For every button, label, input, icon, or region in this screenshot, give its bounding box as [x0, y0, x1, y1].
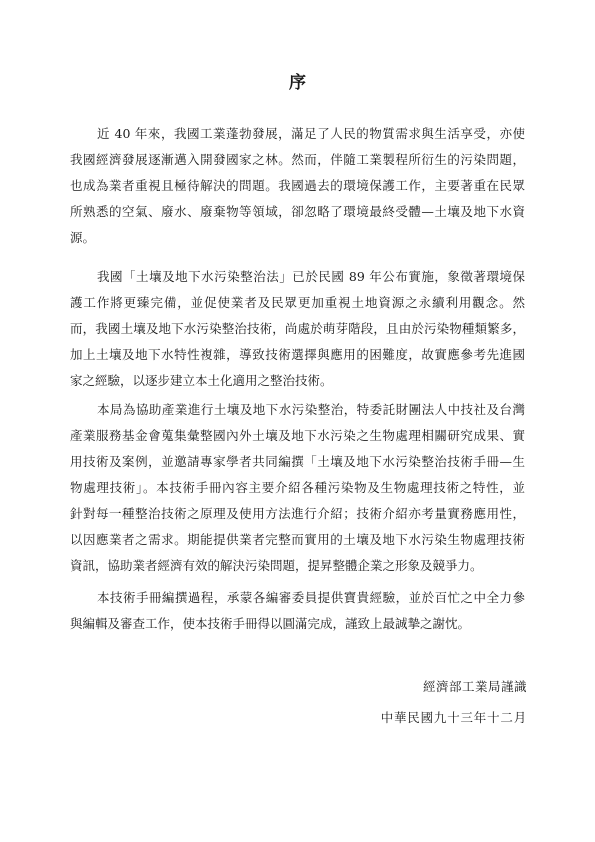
paragraph-line: 產業服務基金會蒐集彙整國內外土壤及地下水污染之生物處理相關研究成果、實 [70, 428, 525, 443]
paragraph-line: 家之經驗，以逐步建立本土化適用之整治技術。 [70, 373, 333, 388]
paragraph-line: 也成為業者重視且極待解決的問題。我國過去的環境保護工作，主要著重在民眾 [70, 178, 525, 193]
paragraph-line: 與編輯及審查工作，使本技術手冊得以圓滿完成，謹致上最誠摯之謝忱。 [70, 616, 471, 631]
paragraph-line: 所熟悉的空氣、廢水、廢棄物等領域，卻忽略了環境最終受體—土壤及地下水資 [70, 204, 525, 219]
signature-organization: 經濟部工業局謹識 [422, 679, 527, 694]
paragraph-line: 源。 [70, 230, 96, 245]
paragraph-4 [70, 585, 525, 637]
paragraph-line: 我國經濟發展逐漸邁入開發國家之林。然而，伴隨工業製程所衍生的污染問題， [70, 152, 525, 167]
paragraph-line: 我國「土壤及地下水污染整治法」已於民國 89 年公布實施，象徵著環境保 [97, 269, 525, 284]
paragraph-2 [70, 264, 525, 394]
page-title: 序 [289, 73, 306, 93]
paragraph-line: 近 40 年來，我國工業蓬勃發展，滿足了人民的物質需求與生活享受，亦使 [97, 126, 525, 141]
paragraph-3 [70, 397, 525, 579]
paragraph-line: 護工作將更臻完備，並促使業者及民眾更加重視土地資源之永續利用觀念。然 [70, 295, 525, 310]
paragraph-1 [70, 121, 525, 251]
paragraph-line: 資訊，協助業者經濟有效的解決污染問題，提昇整體企業之形象及競爭力。 [70, 558, 483, 573]
paragraph-line: 加上土壤及地下水特性複雜，導致技術選擇與應用的困難度，故實應參考先進國 [70, 347, 525, 362]
paragraph-line: 以因應業者之需求。期能提供業者完整而實用的土壤及地下水污染生物處理技術 [70, 532, 525, 547]
paragraph-line: 而，我國土壤及地下水污染整治技術，尚處於萌芽階段，且由於污染物種類繁多， [70, 321, 525, 336]
paragraph-line: 本局為協助產業進行土壤及地下水污染整治，特委託財團法人中技社及台灣 [97, 402, 525, 417]
paragraph-line: 本技術手冊編撰過程，承蒙各編審委員提供寶貴經驗，並於百忙之中全力參 [97, 590, 525, 605]
paragraph-line: 用技術及案例，並邀請專家學者共同編撰「土壤及地下水污染整治技術手冊—生 [70, 454, 525, 469]
signature-date: 中華民國九十三年十二月 [380, 710, 527, 725]
paragraph-line: 物處理技術」。本技術手冊內容主要介紹各種污染物及生物處理技術之特性，並 [70, 480, 525, 495]
paragraph-line: 針對每一種整治技術之原理及使用方法進行介紹；技術介紹亦考量實務應用性， [70, 506, 525, 521]
